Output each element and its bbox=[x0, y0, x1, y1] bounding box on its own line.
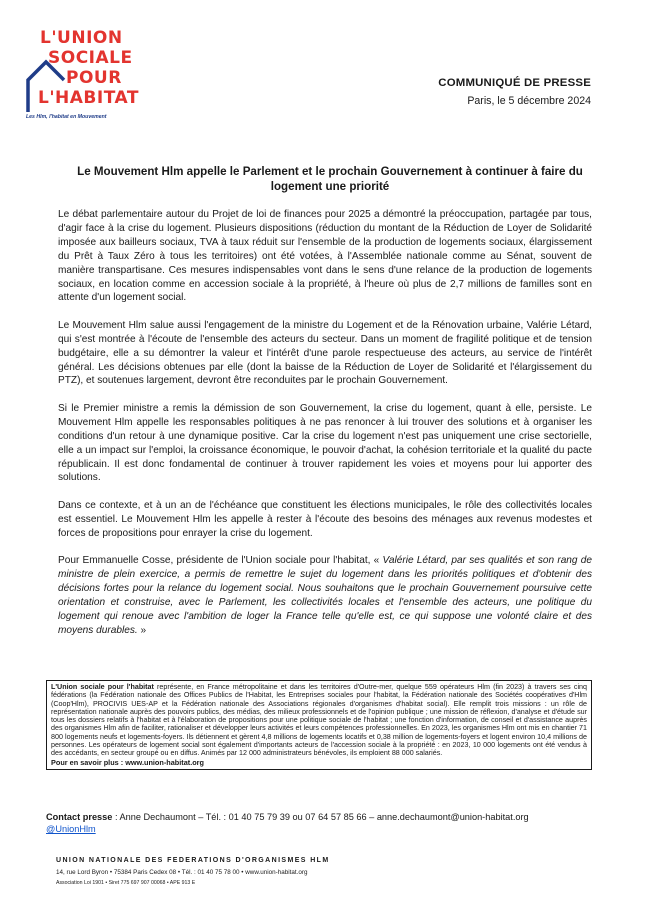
paragraph: Dans ce contexte, et à un an de l'échéance que constituent les élections municipales, le rôle des collectivités locales est essentiel. Le Mouvement Hlm les appelle à rester à l'écoute des besoins des ménages aux revenus modestes et forces de propositions pour enrayer la crise du logement. bbox=[58, 499, 592, 539]
quote-paragraph bbox=[58, 554, 592, 637]
logo-line-2: SOCIALE bbox=[48, 48, 133, 68]
quote-intro: Pour Emmanuelle Cosse, présidente de l'Union sociale pour l'habitat, « bbox=[58, 555, 383, 567]
twitter-link[interactable]: @UnionHlm bbox=[46, 824, 96, 834]
contact-label: Contact presse bbox=[46, 812, 113, 822]
ush-logo bbox=[26, 28, 138, 124]
paragraph: Le débat parlementaire autour du Projet de loi de finances pour 2025 a démontré la préoccupation, partagée par tous, d'agir face à la crise du logement. Plusieurs dispositions (réduction du montant de la Réduction de Loyer de Solidarité imposée aux bailleurs sociaux, TVA à taux réduit sur l'ensemble de la production de logements sociaux, élargissement du Prêt à Taux Zéro à tous les territoires) ont été votées, à l'Assemblée nationale comme au Sénat, souvent de manière transpartisane. Ces mesures indispensables vont dans le sens d'une relance de la production de logements sociaux, en location comme en accession sociale à la propriété, à l'heure où plus de 2,7 millions de familles sont en attente d'un logement social. bbox=[58, 209, 592, 304]
article-body bbox=[58, 208, 592, 651]
press-release-date: Paris, le 5 décembre 2024 bbox=[467, 95, 591, 107]
paragraph: Si le Premier ministre a remis la démission de son Gouvernement, la crise du logement, quant à elle, persiste. Le Mouvement Hlm appelle les responsables politiques à ne pas renoncer à lui trouver des solutions et à organiser les conditions d'un retour à une dynamique positive. Car la crise du logement n'est pas uniquement une crise sectorielle, elle a un impact sur l'emploi, la croissance économique, le pouvoir d'achat, la cohésion territoriale et la qualité du pacte républicain. Il est donc fondamental de continuer à trouver rapidement les voies et moyens pour lui apporter des solutions. bbox=[58, 402, 592, 484]
footer-organization: UNION NATIONALE DES FEDERATIONS D'ORGANISMES HLM bbox=[56, 857, 330, 864]
about-more-link[interactable]: Pour en savoir plus : www.union-habitat.org bbox=[51, 757, 204, 767]
about-text bbox=[51, 683, 587, 758]
about-lead: L'Union sociale pour l'habitat bbox=[51, 683, 154, 691]
logo-line-4: L'HABITAT bbox=[38, 88, 139, 108]
press-release-title: COMMUNIQUÉ DE PRESSE bbox=[438, 77, 591, 89]
logo-tagline: Les Hlm, l'habitat en Mouvement bbox=[26, 114, 107, 120]
footer-address: 14, rue Lord Byron • 75384 Paris Cedex 08 • Tél. : 01 40 75 78 00 • www.union-habitat.org bbox=[56, 869, 308, 876]
logo-line-3: POUR bbox=[66, 68, 122, 88]
quote-text: Valérie Létard, par ses qualités et son rang de ministre de plein exercice, a permis de remettre le sujet du logement dans les priorités politiques et d'obtenir des décisions fortes pour la relance du logement social. Nous souhaitons que le prochain Gouvernement poursuive cette orientation et construise, avec le Parlement, les collectivités locales et l'ensemble des acteurs, une politique du logement qui renoue avec l'ambition de loger la France telle qu'elle est, ce qui suppose une volonté claire et des moyens durables. bbox=[58, 555, 592, 636]
logo-line-1: L'UNION bbox=[40, 28, 123, 48]
footer-legal: Association Loi 1901 • Siret 775 697 907 00068 • APE 913 E bbox=[56, 880, 196, 886]
headline: Le Mouvement Hlm appelle le Parlement et le prochain Gouvernement à continuer à faire du logement une priorité bbox=[77, 165, 583, 193]
about-body: représente, en France métropolitaine et dans les territoires d'Outre-mer, quelque 559 opérateurs Hlm (fin 2023) à travers ses cinq fédérations (la Fédération nationale des Offices Publics de l'Habitat, les Entreprises sociales pour l'habitat, la Fédération nationale des Sociétés coopératives d'Hlm (Coop'Hlm), PROCIVIS UES-AP et la Fédération nationale des Associations régionales d'organismes d'habitat social). Elle remplit trois missions : un rôle de représentation nationale auprès des pouvoirs publics, des médias, des milieux professionnels et de l'opinion publique ; une mission de réflexion, d'analyse et d'étude sur tous les dossiers relatifs à l'habitat et à l'élaboration de propositions pour une politique sociale de l'habitat ; une fonction d'information, de conseil et d'assistance auprès des organismes Hlm afin de faciliter, rationaliser et développer leurs activités et leurs compétences professionnelles. En 2023, les organismes Hlm ont mis en chantier 71 800 logements neufs et logements-foyers. Ils détiennent et gèrent 4,8 millions de logements locatifs et 0,38 million de logements-foyers et logent environ 10,4 millions de personnes. Les opérateurs de logement social sont également d'importants acteurs de l'accession sociale à la propriété : en 2023, 10 000 logements ont été vendus à des accédants, en secteur groupé ou en diffus. Animés par 12 000 administrateurs bénévoles, ils emploient 88 000 salariés. bbox=[51, 683, 587, 758]
press-contact bbox=[46, 811, 529, 823]
paragraph: Le Mouvement Hlm salue aussi l'engagement de la ministre du Logement et de la Rénovation urbaine, Valérie Létard, qui s'est montrée à l'écoute de l'ensemble des acteurs du secteur. Dans un moment de fragilité politique et de tension budgétaire, elle a su démontrer la valeur et l'intérêt d'une parole respectueuse des acteurs, au service de l'intérêt général. Les décisions obtenues par elle (dont la baisse de la Réduction de Loyer de Solidarité et l'élargissement du PTZ), et soutenues largement, devront être reconduites par le prochain Gouvernement. bbox=[58, 319, 592, 387]
quote-close: » bbox=[137, 624, 147, 636]
contact-details: : Anne Dechaumont – Tél. : 01 40 75 79 39 ou 07 64 57 85 66 – anne.dechaumont@union-habitat.org bbox=[112, 812, 529, 822]
about-box bbox=[46, 680, 592, 770]
house-roof-icon bbox=[26, 58, 66, 114]
